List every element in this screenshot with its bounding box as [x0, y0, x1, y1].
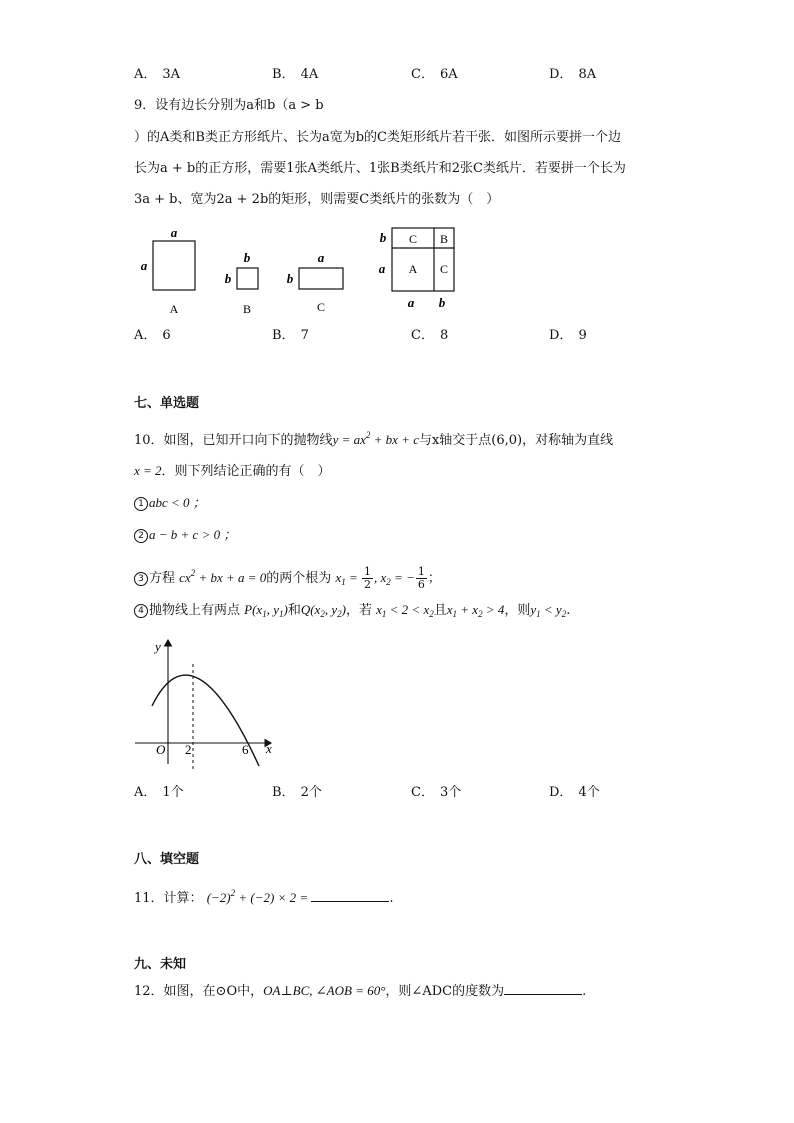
q10-option-c: C． 3个 [411, 785, 462, 800]
q9-line-4: 3a + b、宽为2a + 2b的矩形，则需要C类纸片的张数为（ ） [134, 192, 500, 207]
q10-option-b: B． 2个 [272, 785, 322, 800]
svg-text:C: C [316, 300, 326, 314]
circled-4-icon: 4 [134, 604, 148, 618]
q9-option-c: C． 8 [411, 328, 449, 343]
svg-text:a: a [317, 250, 325, 265]
q9-figure [130, 222, 470, 322]
svg-text:6: 6 [242, 742, 249, 757]
axis-equation: x = 2 [134, 463, 162, 478]
fraction-one-sixth: $\frac{1}{6}$ [417, 565, 425, 591]
q8-option-c: C． 6A [411, 67, 458, 82]
q8-option-d: D． 8A [549, 67, 597, 82]
svg-text:a: a [407, 295, 415, 310]
q9-line-3: 长为a + b的正方形，需要1张A类纸片、1张B类纸片和2张C类纸片．若要拼一个长为 [134, 161, 626, 176]
q10-statement-3: 3 方程 $cx^2$ + bx + a = 0的两个根为 $x_1$ = $\frac{1}{2}$ , $x_2$ = − $\frac{1}{6}$ ； [134, 558, 441, 597]
svg-text:b: b [438, 295, 446, 310]
square-b [225, 250, 258, 316]
q10-statement-2: 2 a − b + c > 0 ； [134, 526, 236, 545]
rectangle-c [287, 250, 343, 314]
q9-line-2: ）的A类和B类正方形纸片、长为a宽为b的C类矩形纸片若干张．如图所示要拼一个边 [134, 130, 621, 145]
svg-text:B: B [439, 232, 449, 246]
q9-line-1: 9．设有边长分别为a和b（a > b [134, 98, 324, 113]
svg-text:A: A [169, 302, 179, 316]
circled-2-icon: 2 [134, 529, 148, 543]
svg-text:b: b [286, 271, 294, 286]
q10-option-a: A． 1个 [134, 785, 184, 800]
square-a [141, 225, 195, 316]
q8-option-a: A． 3A [134, 67, 181, 82]
q10-option-d: D． 4个 [549, 785, 600, 800]
fraction-one-half: $\frac{1}{2}$ [364, 565, 372, 591]
q9-option-d: D． 9 [549, 328, 587, 343]
svg-text:C: C [439, 262, 449, 276]
q9-option-b: B． 7 [272, 328, 309, 343]
svg-text:x: x [266, 741, 272, 756]
circled-1-icon: 1 [134, 497, 148, 511]
question-11: 11．计算： $(-2)^2 + (-2) \times 2$ = . [134, 888, 394, 906]
q10-statement-4: 4 抛物线上有两点 $P(x_1$, $y_1$)和$Q(x_2$, $y_2$)，若 $x_1 < 2 < x_2$且$x_1 + x_2 > 4$，则$y_1 < y_2$. [134, 601, 570, 623]
svg-text:a: a [378, 261, 386, 276]
q12-answer-blank[interactable] [504, 982, 582, 995]
parabola-equation: $y = ax^2$ + bx + c [332, 430, 419, 447]
svg-text:b: b [224, 271, 232, 286]
q10-parabola-graph [130, 634, 280, 769]
svg-text:b: b [379, 230, 387, 245]
composite-square [379, 228, 454, 310]
section-8-heading: 八、填空题 [134, 852, 200, 867]
q10-line-2: x = 2．则下列结论正确的有（ ） [134, 463, 331, 479]
svg-text:B: B [242, 302, 252, 316]
svg-text:2: 2 [185, 742, 192, 757]
circled-3-icon: 3 [134, 572, 148, 586]
svg-text:y: y [155, 639, 161, 654]
q8-option-b: B． 4A [272, 67, 319, 82]
svg-text:O: O [156, 742, 166, 757]
section-7-heading: 七、单选题 [134, 396, 200, 411]
svg-text:a: a [170, 225, 178, 240]
svg-text:b: b [243, 250, 251, 265]
section-9-heading: 九、未知 [134, 957, 187, 972]
svg-text:C: C [408, 232, 418, 246]
q11-expression: $(-2)^2 + (-2) \times 2$ = [206, 888, 312, 905]
q9-option-a: A． 6 [134, 328, 171, 343]
q10-statement-1: 1 abc < 0 ； [134, 494, 206, 513]
question-12: 12．如图，在⊙O中，OA⊥BC, ∠AOB = 60°，则∠ADC的度数为 . [134, 983, 587, 999]
svg-text:a: a [140, 258, 148, 273]
svg-text:A: A [408, 262, 418, 276]
q11-answer-blank[interactable] [311, 889, 389, 902]
q10-line-1: 10．如图，已知开口向下的抛物线$y = ax^2$ + bx + c与x轴交于点(6,0)，对称轴为直线 [134, 430, 614, 448]
